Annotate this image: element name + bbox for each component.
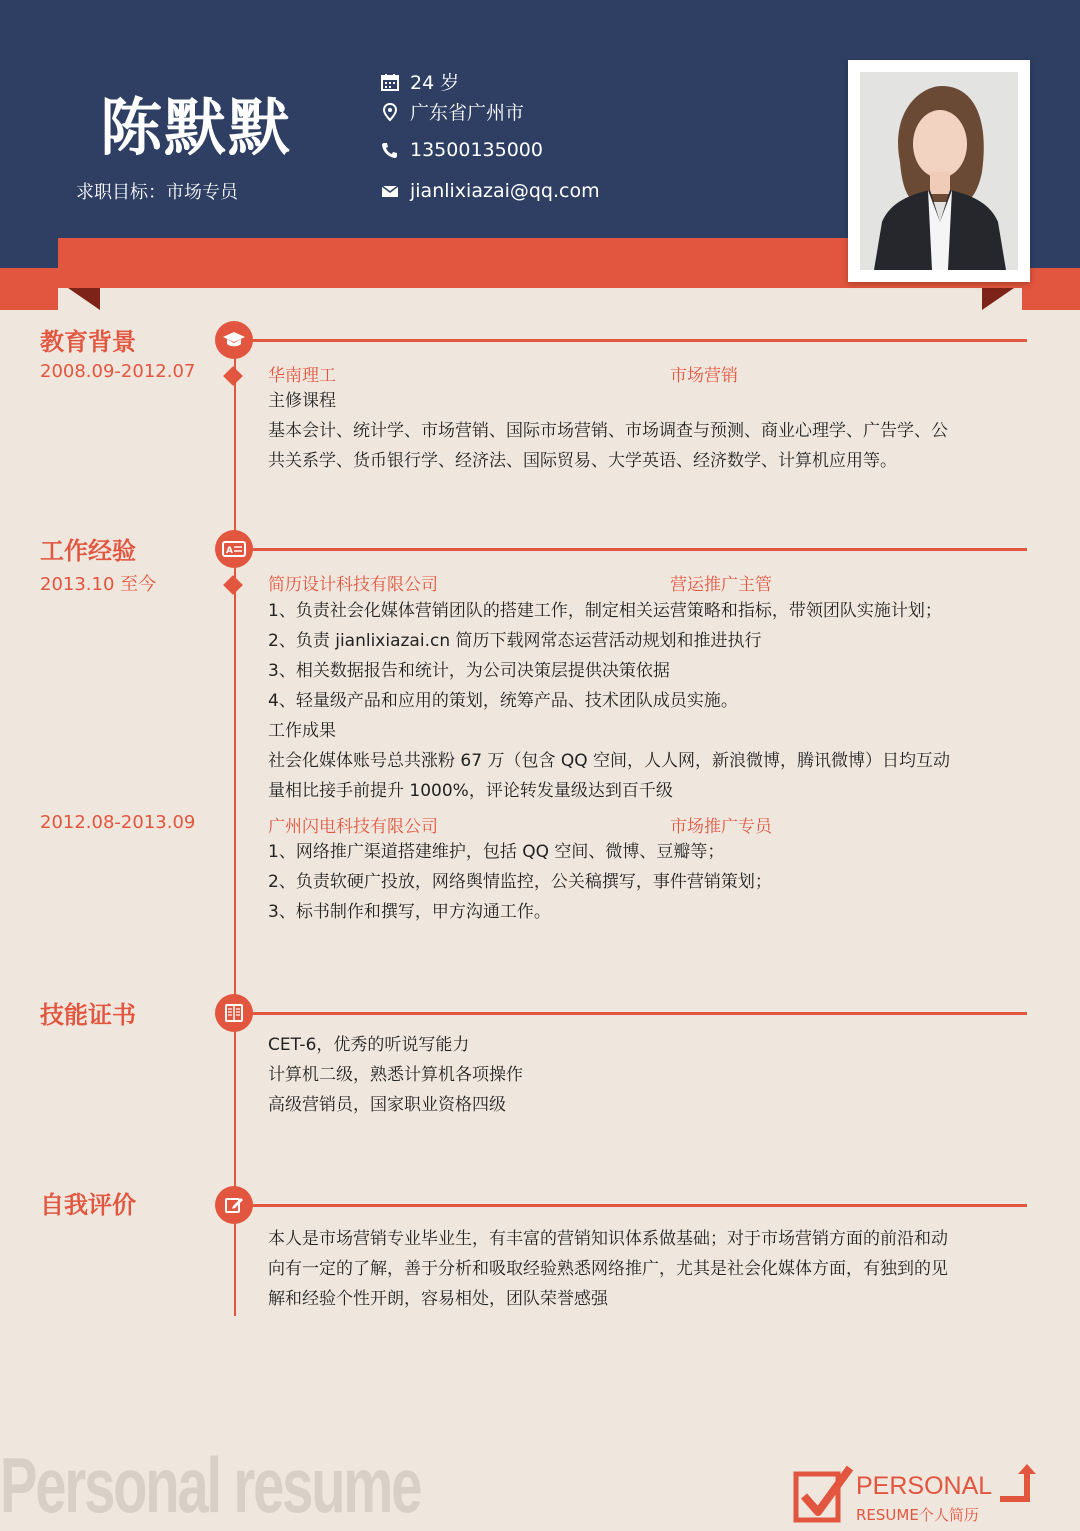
- education-title: 教育背景: [40, 328, 136, 356]
- job1-role: 营运推广主管: [670, 575, 772, 595]
- education-date: 2008.09-2012.07: [40, 361, 196, 382]
- job2-date: 2012.08-2013.09: [40, 812, 196, 833]
- skill-item: 高级营销员，国家职业资格四级: [268, 1095, 506, 1115]
- job2-duty: 1、网络推广渠道搭建维护，包括 QQ 空间、微博、豆瓣等；: [268, 842, 725, 862]
- job1-duty: 3、相关数据报告和统计，为公司决策层提供决策依据: [268, 661, 670, 681]
- self-eval-text: [268, 1224, 1028, 1314]
- education-school: 华南理工: [268, 366, 336, 386]
- self-eval-line: 本人是市场营销专业毕业生，有丰富的营销知识体系做基础；对于市场营销方面的前沿和动: [268, 1229, 948, 1249]
- job1-company: 简历设计科技有限公司: [268, 575, 438, 595]
- job1-duty: 2、负责 jianlixiazai.cn 简历下载网常态运营活动规划和推进执行: [268, 631, 762, 651]
- mail-icon: [380, 181, 400, 201]
- education-details: [268, 386, 1028, 476]
- ribbon-fold-right: [982, 288, 1014, 310]
- ribbon-right-tail: [1022, 268, 1080, 310]
- email-row: [380, 180, 600, 202]
- self-eval-divider: [252, 1204, 1027, 1207]
- candidate-name: 陈默默: [100, 91, 293, 164]
- edit-icon: [215, 1186, 253, 1224]
- courses-label: 主修课程: [268, 391, 336, 411]
- ribbon-left-tail: [0, 268, 58, 310]
- self-eval-line: 向有一定的了解，善于分析和吸取经验熟悉网络推广，尤其是社会化媒体方面，有独到的见: [268, 1259, 948, 1279]
- work-title: 工作经验: [40, 537, 136, 565]
- job2-duty: 2、负责软硬广投放，网络舆情监控，公关稿撰写，事件营销策划；: [268, 872, 772, 892]
- education-marker: [223, 366, 243, 386]
- email-text: jianlixiazai@qq.com: [410, 180, 600, 202]
- job1-duty: 4、轻量级产品和应用的策划，统筹产品、技术团队成员实施。: [268, 691, 738, 711]
- logo-sub-text: RESUME个人简历: [856, 1506, 979, 1524]
- ribbon-fold-left: [68, 288, 100, 310]
- job1-date: 2013.10 至今: [40, 574, 157, 595]
- job1-results-line: 社会化媒体账号总共涨粉 67 万（包含 QQ 空间，人人网，新浪微博，腾讯微博）日均互动: [268, 751, 951, 771]
- skills-divider: [252, 1012, 1027, 1015]
- work-divider: [252, 548, 1027, 551]
- svg-text:A: A: [226, 546, 233, 556]
- skills-list: [268, 1030, 1028, 1120]
- id-card-icon: [215, 530, 253, 568]
- job-objective: 求职目标：市场专员: [76, 182, 238, 203]
- job2-duty: 3、标书制作和撰写，甲方沟通工作。: [268, 902, 551, 922]
- job1-marker: [223, 575, 243, 595]
- logo-main-text: PERSONAL: [856, 1472, 993, 1500]
- watermark-text: Personal resume: [0, 1441, 421, 1529]
- job1-results-label: 工作成果: [268, 721, 336, 741]
- courses-line: 基本会计、统计学、市场营销、国际市场营销、市场调查与预测、商业心理学、广告学、公: [268, 421, 948, 441]
- location-pin-icon: [380, 102, 400, 122]
- location-row: [380, 98, 524, 125]
- checkbox-check-icon: [792, 1460, 854, 1526]
- profile-photo-frame: [848, 60, 1030, 282]
- job1-details: [268, 596, 1028, 806]
- age-text: 24 岁: [410, 72, 460, 94]
- resume-logo: [792, 1460, 1042, 1526]
- self-eval-title: 自我评价: [40, 1191, 136, 1219]
- job2-details: [268, 837, 1028, 927]
- graduation-cap-icon: [215, 321, 253, 359]
- age-row: [380, 68, 459, 95]
- skill-item: 计算机二级，熟悉计算机各项操作: [268, 1065, 523, 1085]
- book-icon: [215, 994, 253, 1032]
- self-eval-line: 解和经验个性开朗，容易相处，团队荣誉感强: [268, 1289, 608, 1309]
- job2-role: 市场推广专员: [670, 817, 772, 837]
- timeline-line: [234, 340, 236, 1316]
- job1-results-line: 量相比接手前提升 1000%，评论转发量级达到百千级: [268, 781, 673, 801]
- courses-line: 共关系学、货币银行学、经济法、国际贸易、大学英语、经济数学、计算机应用等。: [268, 451, 897, 471]
- profile-photo: [860, 72, 1018, 270]
- calendar-icon: [380, 72, 400, 92]
- education-divider: [252, 339, 1027, 342]
- phone-text: 13500135000: [410, 139, 543, 161]
- education-major: 市场营销: [670, 366, 738, 386]
- phone-row: [380, 139, 543, 161]
- phone-icon: [380, 140, 400, 160]
- skills-title: 技能证书: [40, 1001, 136, 1029]
- skill-item: CET-6，优秀的听说写能力: [268, 1035, 470, 1055]
- job2-company: 广州闪电科技有限公司: [268, 817, 438, 837]
- location-text: 广东省广州市: [410, 102, 525, 124]
- arrow-up-icon: [996, 1462, 1036, 1502]
- job1-duty: 1、负责社会化媒体营销团队的搭建工作，制定相关运营策略和指标，带领团队实施计划；: [268, 601, 942, 621]
